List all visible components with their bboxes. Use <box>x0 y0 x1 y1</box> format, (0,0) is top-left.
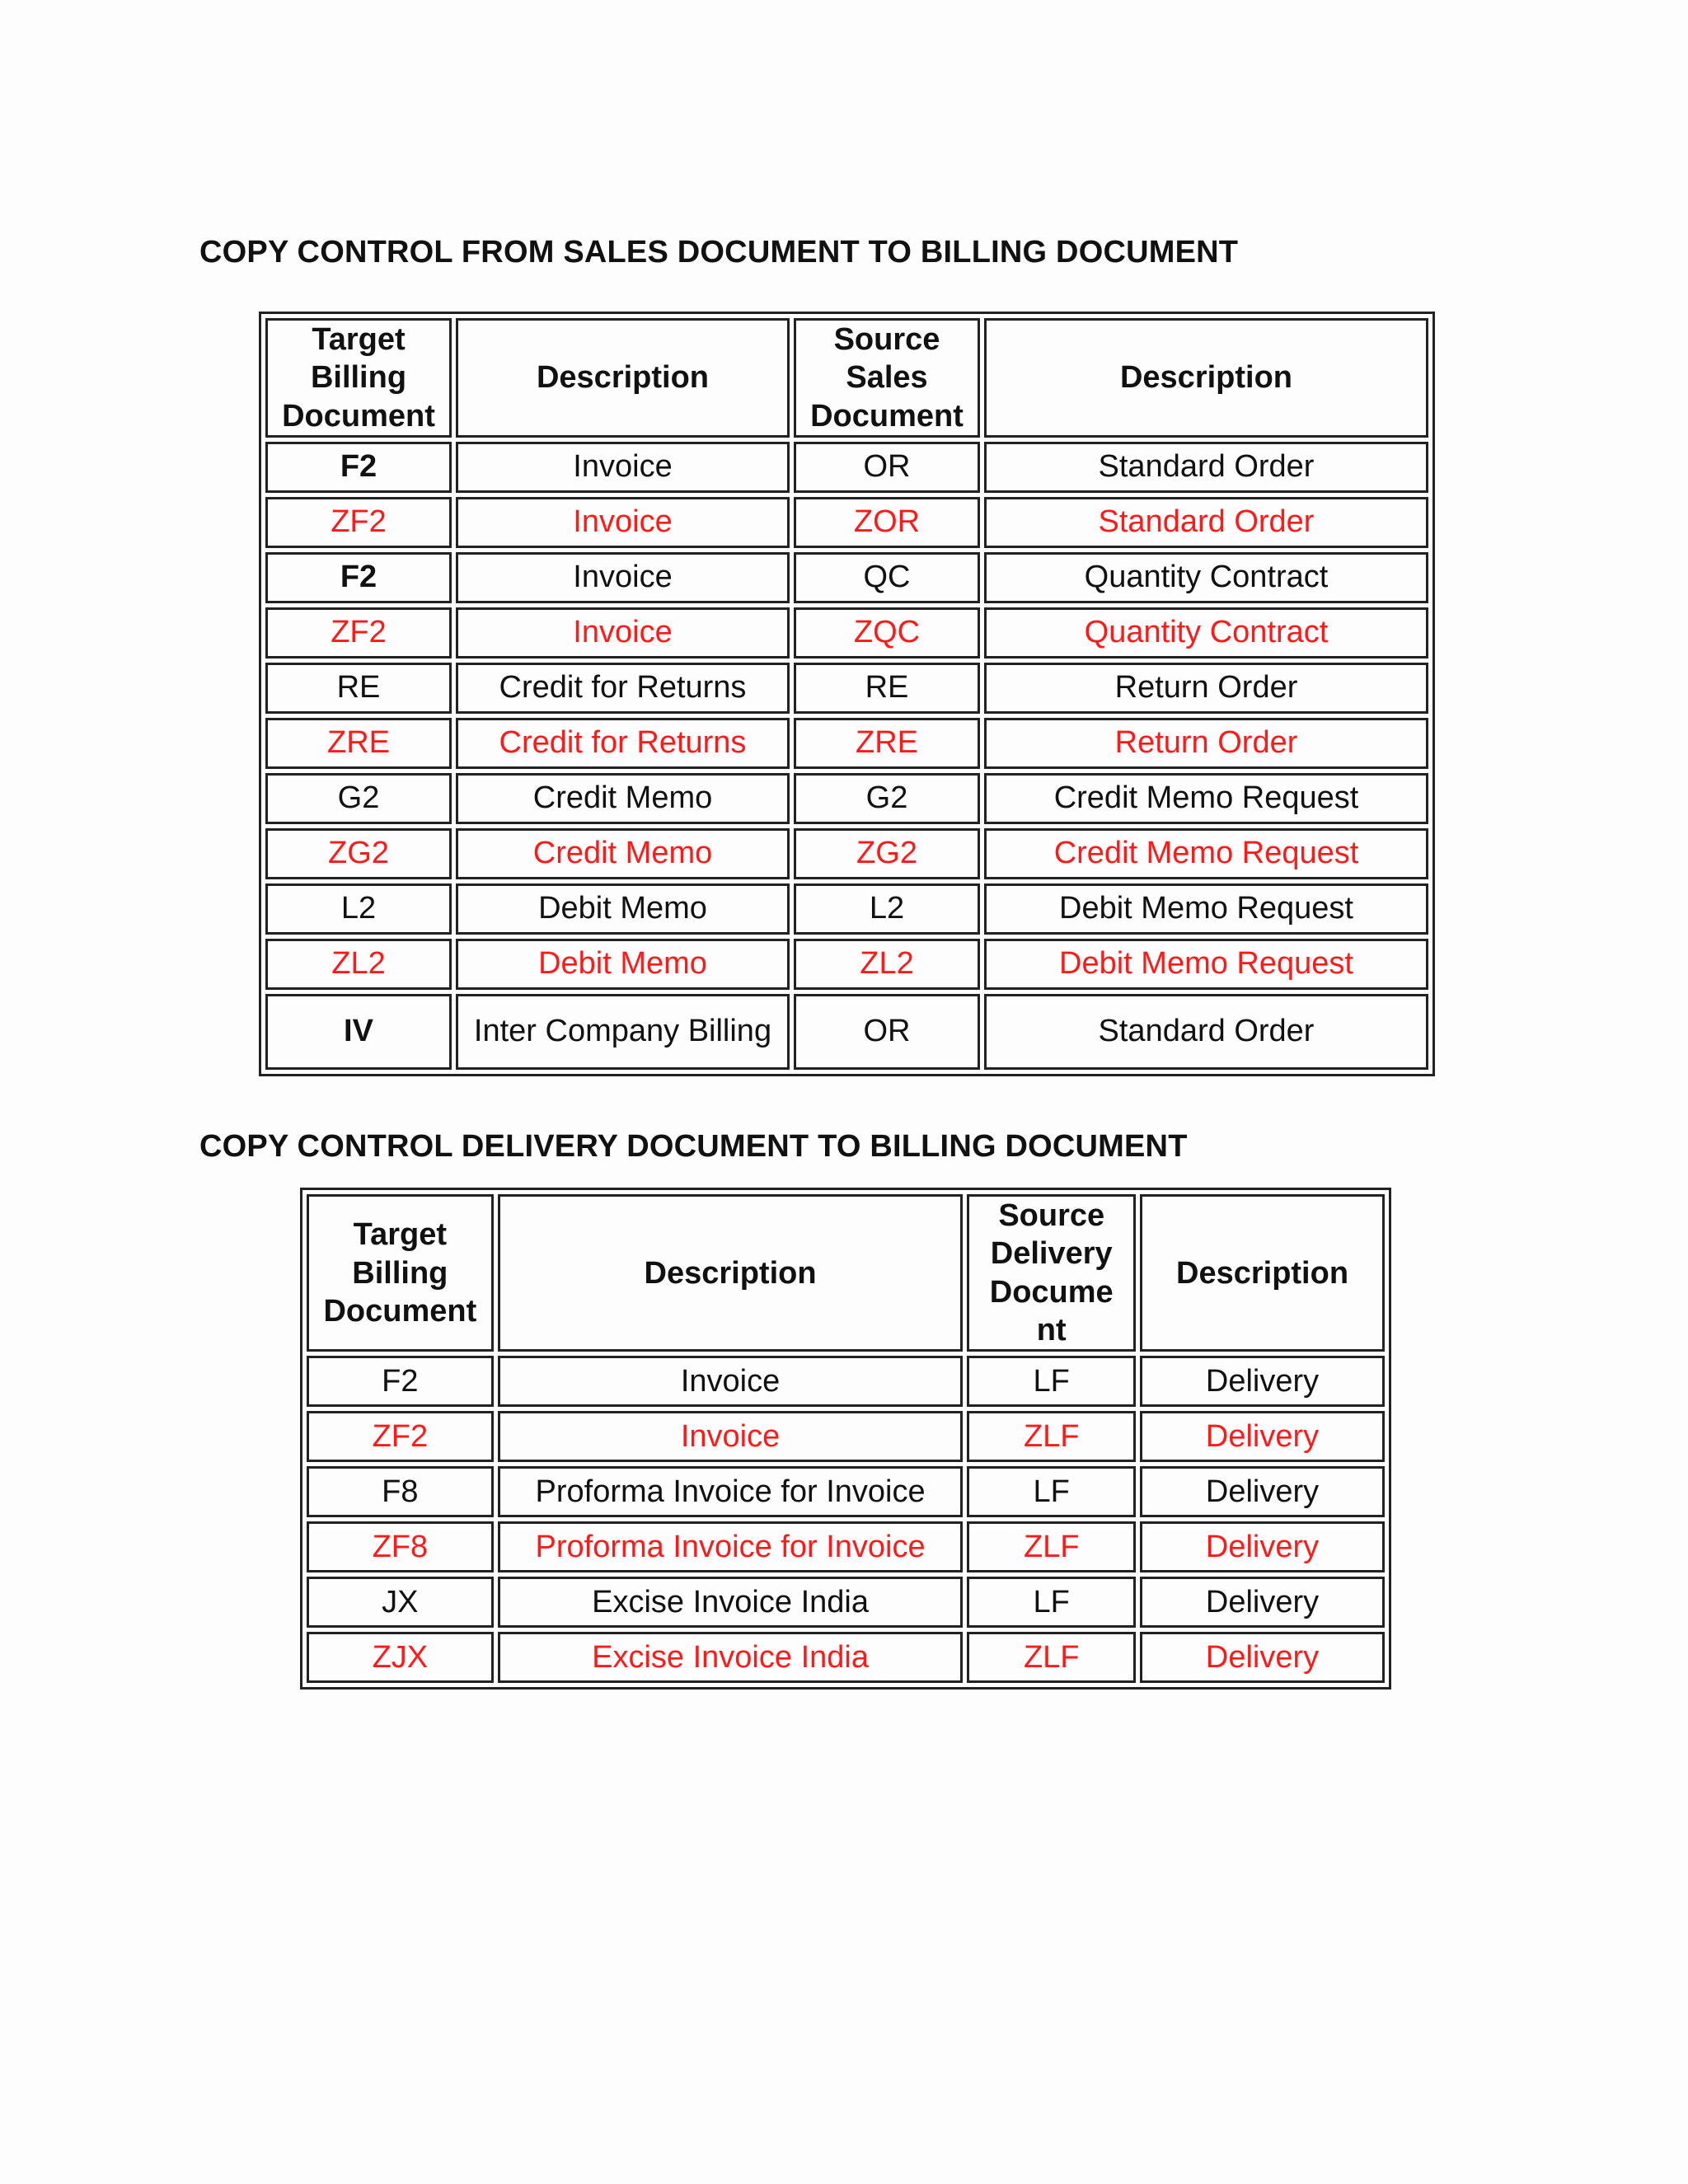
target-document-cell: ZF2 <box>307 1411 494 1462</box>
source-document-cell: G2 <box>794 773 980 824</box>
source-document-cell: ZLF <box>967 1411 1136 1462</box>
table-row <box>265 773 1428 824</box>
target-document-cell: ZF2 <box>265 497 452 548</box>
source-description-cell: Delivery <box>1140 1411 1385 1462</box>
table-row <box>265 497 1428 548</box>
source-description-cell: Debit Memo Request <box>984 939 1428 990</box>
table-row <box>307 1411 1385 1462</box>
target-description-cell: Credit for Returns <box>456 663 790 714</box>
table-row <box>265 939 1428 990</box>
table-row <box>307 1577 1385 1628</box>
source-description-cell: Return Order <box>984 718 1428 769</box>
source-document-cell: LF <box>967 1577 1136 1628</box>
source-document-cell: LF <box>967 1356 1136 1407</box>
target-document-cell: ZRE <box>265 718 452 769</box>
target-document-cell: IV <box>265 994 452 1070</box>
source-description-cell: Quantity Contract <box>984 607 1428 658</box>
target-document-cell: ZF2 <box>265 607 452 658</box>
target-description-cell: Excise Invoice India <box>498 1632 964 1683</box>
source-description-cell: Return Order <box>984 663 1428 714</box>
target-description-cell: Proforma Invoice for Invoice <box>498 1466 964 1517</box>
source-document-cell: LF <box>967 1466 1136 1517</box>
target-document-cell: F2 <box>265 442 452 493</box>
target-description-cell: Debit Memo <box>456 939 790 990</box>
source-description-cell: Delivery <box>1140 1466 1385 1517</box>
source-document-cell: ZG2 <box>794 828 980 879</box>
table-row <box>265 883 1428 935</box>
source-description-cell: Quantity Contract <box>984 552 1428 603</box>
target-document-cell: ZG2 <box>265 828 452 879</box>
target-document-cell: ZF8 <box>307 1521 494 1572</box>
source-description-cell: Delivery <box>1140 1356 1385 1407</box>
table-row <box>307 1356 1385 1407</box>
target-document-cell: L2 <box>265 883 452 935</box>
source-document-cell: ZLF <box>967 1632 1136 1683</box>
column-header-source-description: Description <box>984 318 1428 438</box>
target-document-cell: F2 <box>265 552 452 603</box>
table-row <box>265 663 1428 714</box>
table-row <box>265 442 1428 493</box>
table-row <box>265 607 1428 658</box>
section-title-sales-to-billing: COPY CONTROL FROM SALES DOCUMENT TO BILLING DOCUMENT <box>199 235 1239 269</box>
source-description-cell: Standard Order <box>984 442 1428 493</box>
source-document-cell: RE <box>794 663 980 714</box>
source-description-cell: Delivery <box>1140 1521 1385 1572</box>
source-document-cell: L2 <box>794 883 980 935</box>
table-row <box>265 718 1428 769</box>
source-description-cell: Standard Order <box>984 497 1428 548</box>
sales-to-billing-table <box>259 312 1435 1076</box>
delivery-to-billing-table <box>300 1188 1391 1690</box>
table-row <box>265 994 1428 1070</box>
target-document-cell: RE <box>265 663 452 714</box>
column-header-source-sales-document: Source Sales Document <box>794 318 980 438</box>
source-document-cell: ZRE <box>794 718 980 769</box>
target-document-cell: G2 <box>265 773 452 824</box>
source-document-cell: QC <box>794 552 980 603</box>
target-description-cell: Inter Company Billing <box>456 994 790 1070</box>
source-description-cell: Delivery <box>1140 1632 1385 1683</box>
column-header-description: Description <box>456 318 790 438</box>
target-document-cell: ZJX <box>307 1632 494 1683</box>
source-document-cell: ZL2 <box>794 939 980 990</box>
table-row <box>265 828 1428 879</box>
source-document-cell: ZLF <box>967 1521 1136 1572</box>
source-description-cell: Delivery <box>1140 1577 1385 1628</box>
source-description-cell: Standard Order <box>984 994 1428 1070</box>
source-description-cell: Debit Memo Request <box>984 883 1428 935</box>
target-description-cell: Invoice <box>456 497 790 548</box>
table-header-row <box>307 1194 1385 1352</box>
target-description-cell: Invoice <box>498 1356 964 1407</box>
target-document-cell: JX <box>307 1577 494 1628</box>
column-header-description: Description <box>498 1194 964 1352</box>
target-description-cell: Invoice <box>498 1411 964 1462</box>
target-document-cell: ZL2 <box>265 939 452 990</box>
source-description-cell: Credit Memo Request <box>984 828 1428 879</box>
target-description-cell: Invoice <box>456 607 790 658</box>
target-description-cell: Proforma Invoice for Invoice <box>498 1521 964 1572</box>
table-header-row <box>265 318 1428 438</box>
source-document-cell: ZOR <box>794 497 980 548</box>
source-description-cell: Credit Memo Request <box>984 773 1428 824</box>
target-description-cell: Credit Memo <box>456 828 790 879</box>
column-header-target-billing-document: Target Billing Document <box>265 318 452 438</box>
target-description-cell: Invoice <box>456 442 790 493</box>
column-header-source-delivery-document: Source Delivery Docume nt <box>967 1194 1136 1352</box>
target-document-cell: F2 <box>307 1356 494 1407</box>
target-description-cell: Credit Memo <box>456 773 790 824</box>
column-header-source-description: Description <box>1140 1194 1385 1352</box>
target-description-cell: Invoice <box>456 552 790 603</box>
source-document-cell: OR <box>794 442 980 493</box>
target-description-cell: Credit for Returns <box>456 718 790 769</box>
table-row <box>307 1466 1385 1517</box>
table-row <box>265 552 1428 603</box>
column-header-target-billing-document: Target Billing Document <box>307 1194 494 1352</box>
target-description-cell: Debit Memo <box>456 883 790 935</box>
table-row <box>307 1632 1385 1683</box>
target-description-cell: Excise Invoice India <box>498 1577 964 1628</box>
section-title-delivery-to-billing: COPY CONTROL DELIVERY DOCUMENT TO BILLING DOCUMENT <box>199 1129 1188 1164</box>
target-document-cell: F8 <box>307 1466 494 1517</box>
table-row <box>307 1521 1385 1572</box>
source-document-cell: OR <box>794 994 980 1070</box>
source-document-cell: ZQC <box>794 607 980 658</box>
